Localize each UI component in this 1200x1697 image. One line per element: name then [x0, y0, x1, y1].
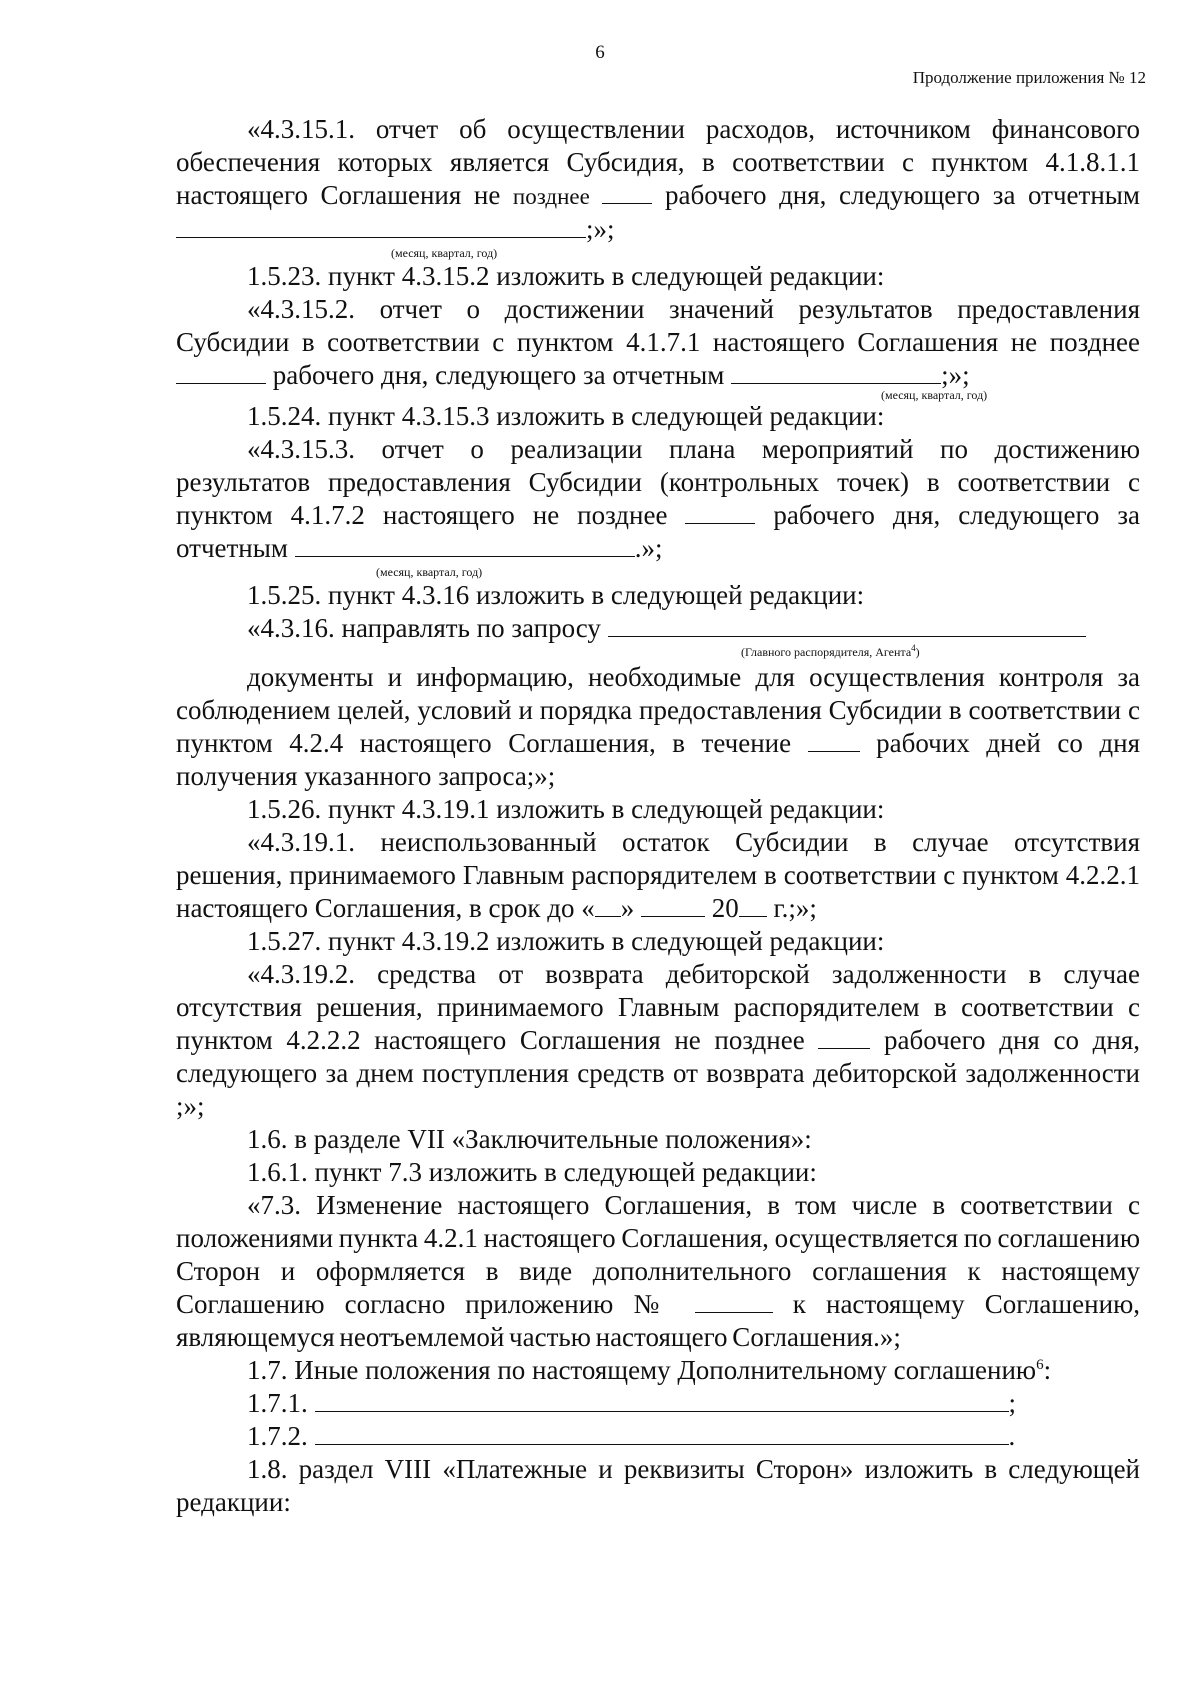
period-caption: (месяц, квартал, год): [881, 388, 988, 402]
recipient-caption: (Главного распорядителя, Агента$^4$): [741, 643, 920, 659]
document-body: [176, 113, 1140, 1519]
provision-blank: [315, 1387, 1009, 1412]
period-blank: [731, 359, 941, 384]
period-blank: [176, 213, 586, 238]
paragraph-7-3: «7.3. Изменение настоящего Соглашения, в том числе в соответствии с положениями пункта 4.2.1 настоящего Соглашения, осуществляется по соглашению Сторон и оформляется в виде дополнительного соглашения к настоящему Соглашению согласно приложению № к настоящему Соглашению, являющемуся неотъемлемой частью настоящего Соглашения.»;: [176, 1190, 1140, 1352]
paragraph-1-5-25: 1.5.25. пункт 4.3.16 изложить в следующей редакции:: [247, 580, 865, 610]
paragraph-4-3-19-1: «4.3.19.1. неиспользованный остаток Субсидии в случае отсутствия решения, принимаемого Главным распорядителем в соответствии с пунктом 4.2.2.1 настоящего Соглашения, в срок до « » 20 г.;»;: [176, 827, 1140, 923]
paragraph-4-3-16: «4.3.16. направлять по запросу: [176, 612, 1140, 645]
paragraph-4-3-19-2: «4.3.19.2. средства от возврата дебиторской задолженности в случае отсутствия решения, принимаемого Главным распорядителем в соответствии с пунктом 4.2.2.2 настоящего Соглашения не позднее рабочего дня со дня, следующего за днем поступления средств от возврата дебиторской задолженности ;»;: [176, 959, 1140, 1121]
recipient-blank: [608, 612, 1086, 637]
paragraph-4-3-15-2: «4.3.15.2. отчет о достижении значений результатов предоставления Субсидии в соответствии с пунктом 4.1.7.1 настоящего Соглашения не позднее рабочего дня, следующего за отчетным ;»;: [176, 294, 1140, 390]
provision-blank: [315, 1420, 1009, 1445]
paragraph-1-5-24: 1.5.24. пункт 4.3.15.3 изложить в следующей редакции:: [247, 401, 885, 431]
period-caption: (месяц, квартал, год): [391, 246, 498, 260]
appendix-continuation: Продолжение приложения № 12: [912, 68, 1146, 87]
paragraph-1-7-2: 1.7.2. .: [247, 1421, 1016, 1451]
paragraph-documents: документы и информацию, необходимые для осуществления контроля за соблюдением целей, условий и порядка предоставления Субсидии в соответствии с пунктом 4.2.4 настоящего Соглашения, в течение рабочих дней со дня получения указанного запроса;»;: [176, 662, 1141, 791]
paragraph-1-5-26: 1.5.26. пункт 4.3.19.1 изложить в следующей редакции:: [247, 794, 885, 824]
paragraph-4-3-15-1: «4.3.15.1. отчет об осуществлении расходов, источником финансового обеспечения которых является Субсидия, в соответствии с пунктом 4.1.8.1.1 настоящего Соглашения не позднее рабочего дня, следующего за отчетным;»;: [176, 114, 1140, 244]
paragraph-4-3-15-3: «4.3.15.3. отчет о реализации плана мероприятий по достижению результатов предоставления Субсидии (контрольных точек) в соответствии с пунктом 4.1.7.2 настоящего не позднее рабочего дня, следующего за отчетным .»;: [176, 434, 1140, 563]
paragraph-1-5-23: 1.5.23. пункт 4.3.15.2 изложить в следующей редакции:: [247, 261, 885, 291]
paragraph-1-6-1: 1.6.1. пункт 7.3 изложить в следующей редакции:: [247, 1157, 817, 1187]
paragraph-1-7: 1.7. Иные положения по настоящему Дополнительному соглашению$^6$:: [247, 1355, 1052, 1385]
paragraph-1-5-27: 1.5.27. пункт 4.3.19.2 изложить в следующей редакции:: [247, 926, 885, 956]
paragraph-1-7-1: 1.7.1. ;: [247, 1388, 1017, 1418]
period-blank: [295, 532, 635, 557]
period-caption: (месяц, квартал, год): [376, 565, 483, 579]
page-number: 6: [595, 42, 605, 63]
paragraph-1-6: 1.6. в разделе VII «Заключительные положения»:: [247, 1124, 812, 1154]
paragraph-1-8: 1.8. раздел VIII «Платежные и реквизиты Сторон» изложить в следующей редакции:: [176, 1454, 1140, 1517]
